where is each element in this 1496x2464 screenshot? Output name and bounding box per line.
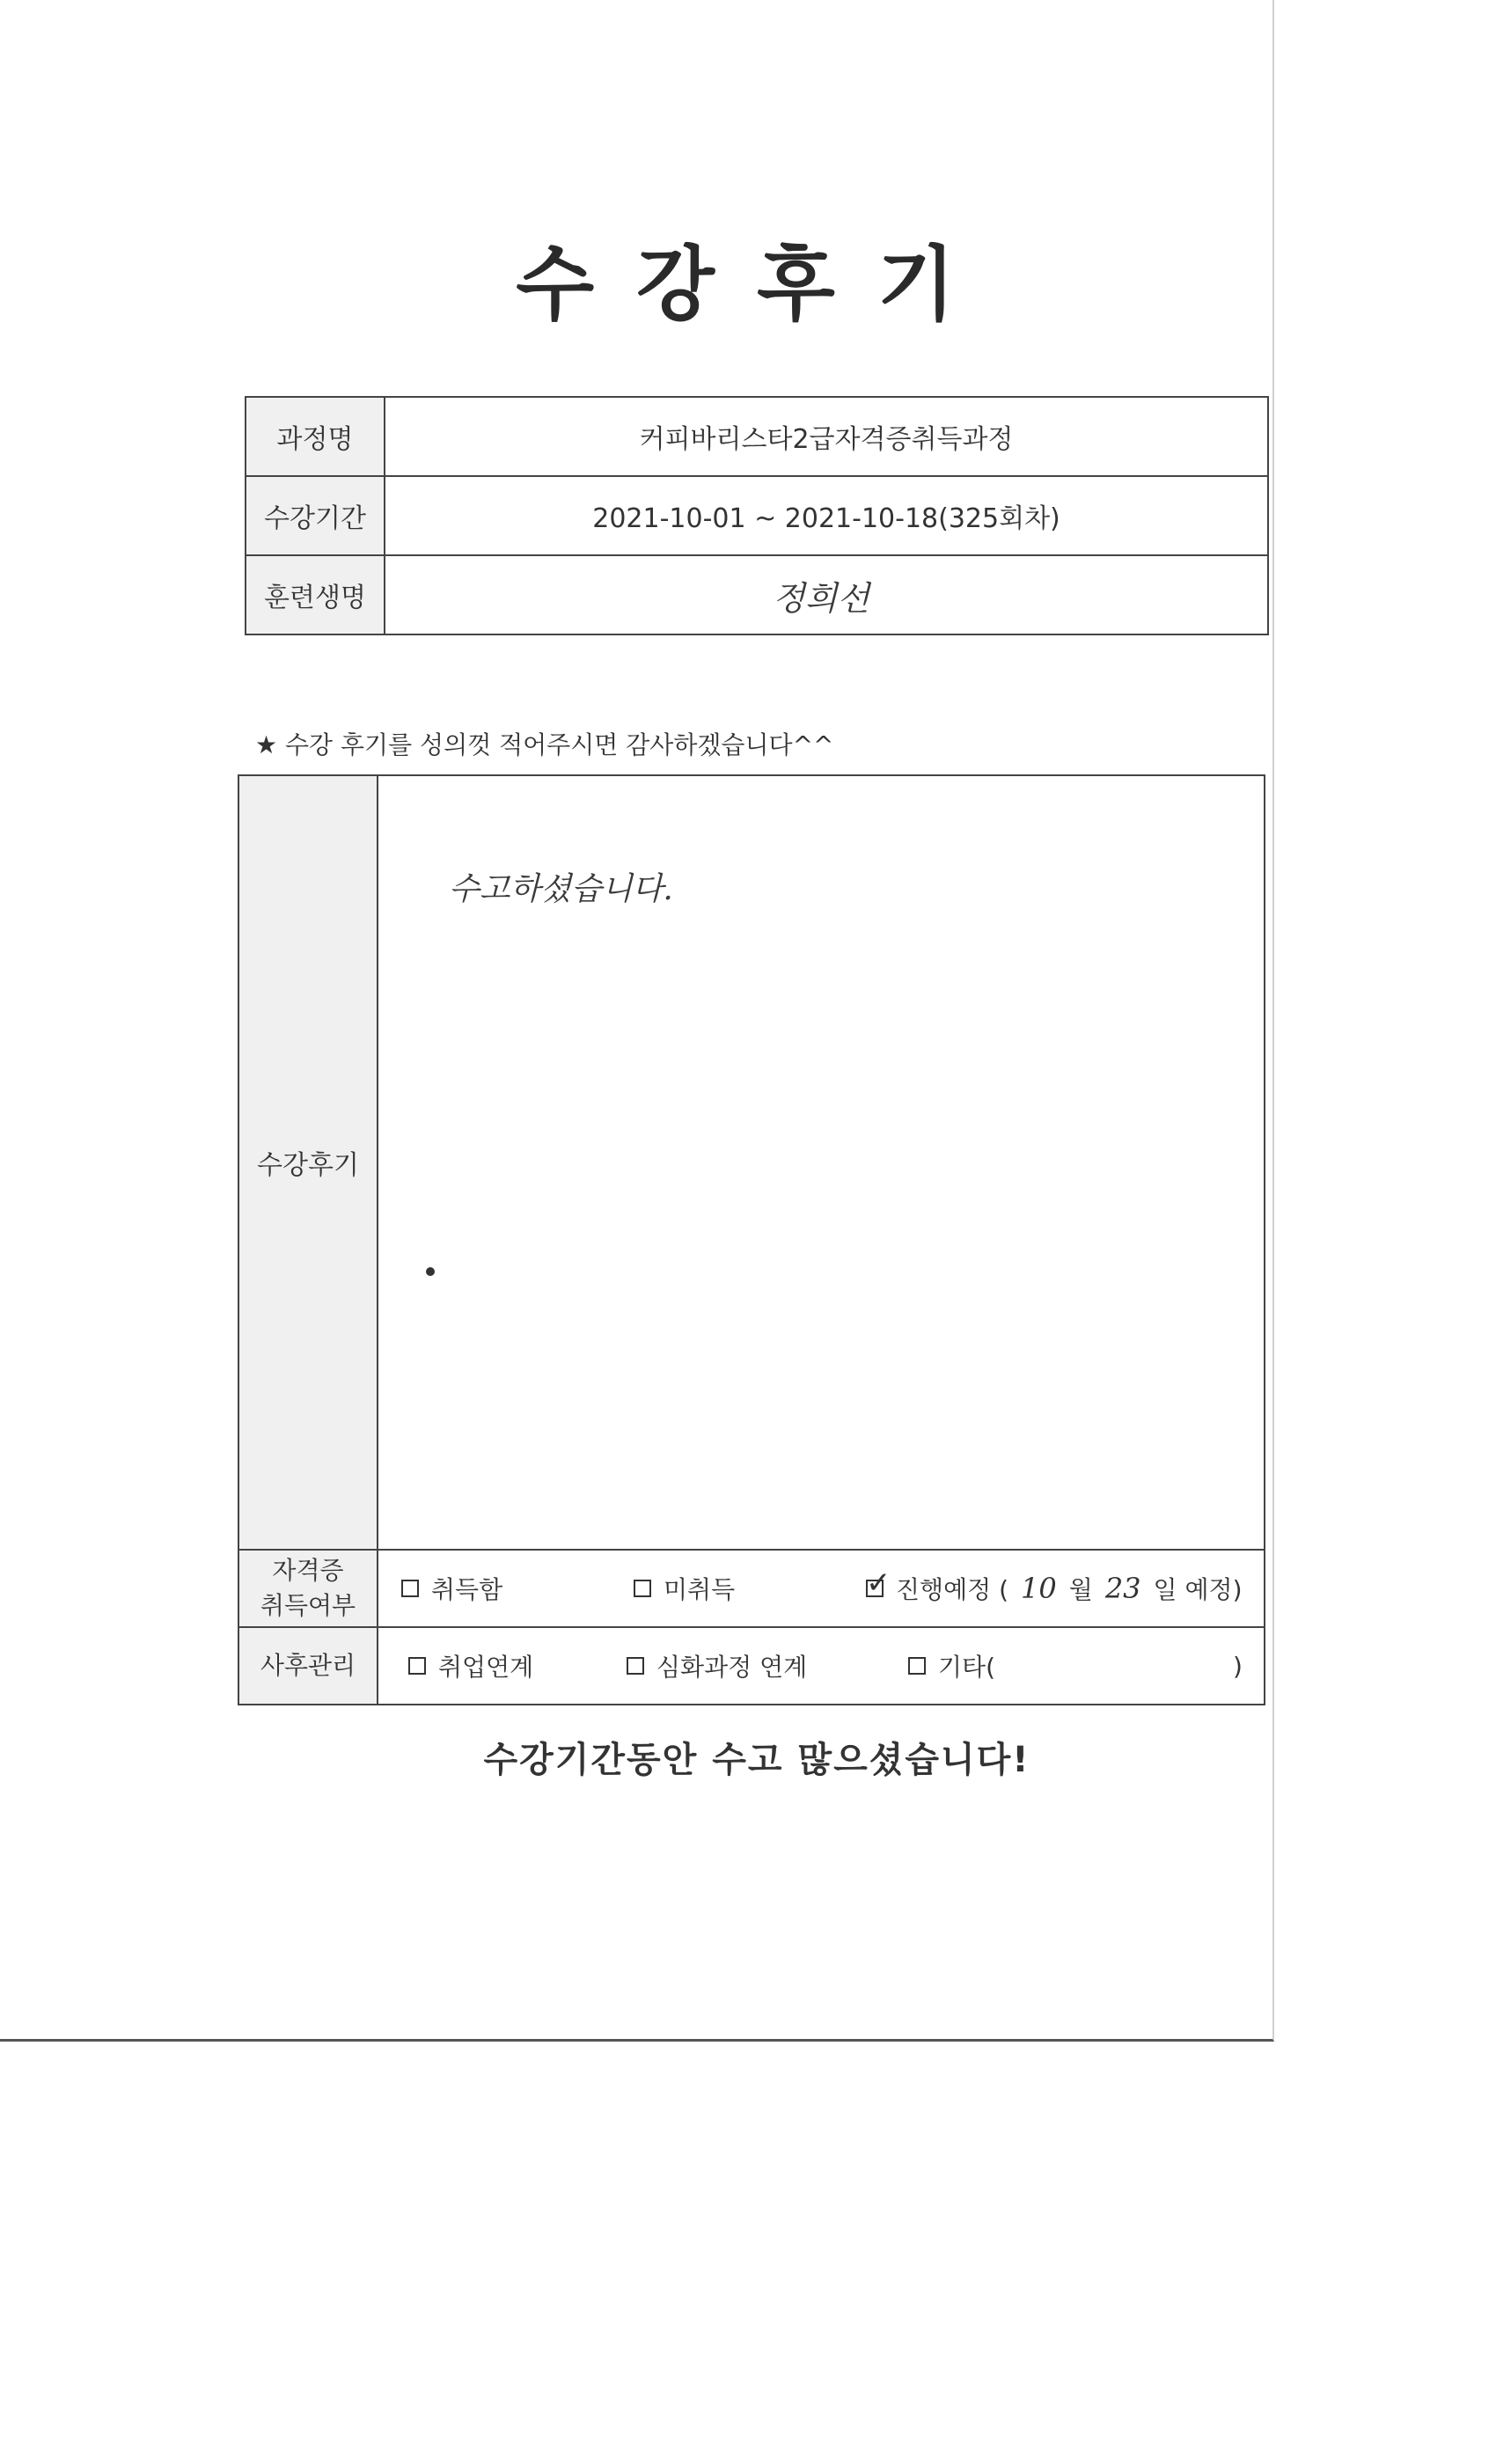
month-label: 월	[1068, 1575, 1093, 1604]
instruction-note: ★ 수강 후기를 성의껏 적어주시면 감사하겠습니다^^	[255, 730, 834, 759]
option-advanced-course[interactable]	[627, 1648, 908, 1683]
checkbox-in-progress[interactable]	[866, 1566, 891, 1601]
trainee-label: 훈련생명	[246, 555, 385, 634]
option-not-acquired[interactable]	[634, 1571, 866, 1606]
option-job-link-label: 취업연계	[438, 1653, 534, 1682]
certificate-row	[238, 1550, 1265, 1627]
trainee-row	[246, 555, 1268, 634]
aftercare-label: 사후관리	[238, 1627, 378, 1705]
option-other-close: )	[1233, 1651, 1243, 1681]
checkbox-advanced-course[interactable]	[627, 1657, 644, 1675]
review-text-handwritten: 수고하셨습니다.	[449, 871, 673, 907]
option-in-progress[interactable]	[866, 1566, 1243, 1606]
option-job-link[interactable]	[408, 1648, 627, 1683]
aftercare-row	[238, 1627, 1265, 1705]
option-in-progress-label: 진행예정 (	[896, 1575, 1009, 1604]
month-handwritten: 10	[1021, 1572, 1057, 1605]
course-period: 2021-10-01 ~ 2021-10-18(325회차)	[385, 476, 1268, 555]
day-label: 일 예정)	[1153, 1575, 1243, 1604]
review-row	[238, 775, 1265, 1550]
day-handwritten: 23	[1104, 1572, 1141, 1605]
certificate-label-line1: 자격증	[272, 1556, 344, 1585]
review-table	[238, 774, 1265, 1705]
scan-speck	[426, 1267, 435, 1276]
period-row	[246, 476, 1268, 555]
checkbox-other[interactable]	[908, 1657, 926, 1675]
option-other-label: 기타(	[938, 1653, 996, 1682]
checkbox-not-acquired[interactable]	[634, 1580, 651, 1597]
trainee-name-handwritten: 정희선	[773, 578, 870, 618]
checkbox-acquired[interactable]	[401, 1580, 419, 1597]
course-info-table	[245, 396, 1269, 635]
option-acquired[interactable]	[401, 1571, 634, 1606]
option-acquired-label: 취득함	[431, 1575, 503, 1604]
option-not-acquired-label: 미취득	[664, 1575, 736, 1604]
document-title: 수강후기	[516, 238, 998, 332]
certificate-label-line2: 취득여부	[260, 1591, 356, 1620]
checkbox-job-link[interactable]	[408, 1657, 426, 1675]
check-mark-icon: ✓	[866, 1566, 891, 1601]
certificate-options	[378, 1550, 1265, 1627]
certificate-label	[238, 1550, 378, 1627]
aftercare-options	[378, 1627, 1265, 1705]
period-label: 수강기간	[246, 476, 385, 555]
closing-message: 수강기간동안 수고 많으셨습니다!	[483, 1740, 1030, 1780]
review-body	[378, 775, 1265, 1550]
course-name: 커피바리스타2급자격증취득과정	[385, 397, 1268, 476]
course-label: 과정명	[246, 397, 385, 476]
trainee-name-cell	[385, 555, 1268, 634]
course-row	[246, 397, 1268, 476]
review-label: 수강후기	[238, 775, 378, 1550]
option-advanced-course-label: 심화과정 연계	[656, 1653, 808, 1682]
option-other[interactable]	[908, 1648, 1243, 1683]
